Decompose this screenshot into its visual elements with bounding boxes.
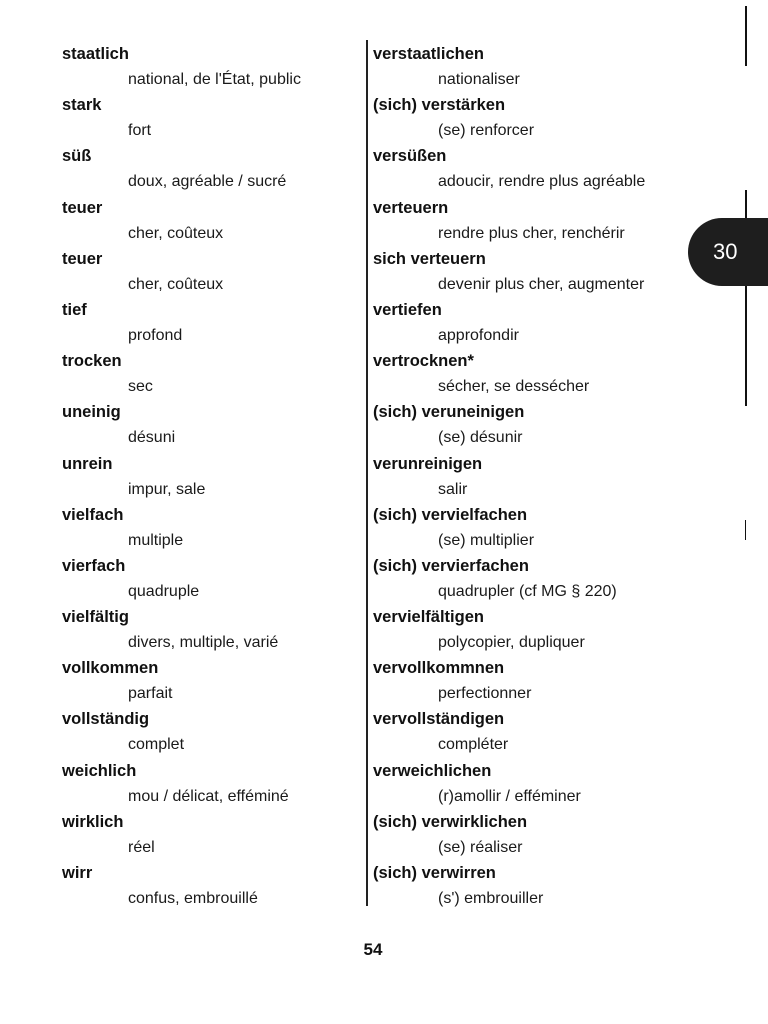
entry-term: staatlich <box>62 45 129 63</box>
entry <box>373 707 673 758</box>
entry <box>62 144 362 195</box>
entry <box>62 759 362 810</box>
entry-translation: cher, coûteux <box>128 224 224 242</box>
entry-term: vollständig <box>62 710 150 729</box>
entry <box>62 298 362 349</box>
entry <box>373 861 673 912</box>
entry-translation: complet <box>128 736 185 754</box>
entry-translation: réel <box>128 838 155 856</box>
entry <box>62 707 362 758</box>
entry-translation: national, de l'État, public <box>128 71 301 88</box>
entry-term: (sich) vervielfachen <box>373 505 528 524</box>
entry-translation: quadruple <box>128 582 200 600</box>
entry-translation: (se) renforcer <box>438 122 535 140</box>
entry-translation: (se) multiplier <box>438 531 535 549</box>
entry-term: vielfältig <box>62 608 129 627</box>
entry-translation: doux, agréable / sucré <box>128 173 287 191</box>
entry-term: verteuern <box>373 198 449 217</box>
entry-translation: devenir plus cher, augmenter <box>438 275 645 293</box>
entry-term: vollkommen <box>62 659 159 678</box>
entry-translation: sec <box>128 378 153 396</box>
entry-translation: compléter <box>438 736 509 754</box>
entry <box>62 196 362 247</box>
entry <box>373 144 673 195</box>
entry <box>373 810 673 861</box>
entry-translation: quadrupler (cf MG § 220) <box>438 582 617 600</box>
chapter-tab: 30 <box>688 218 768 286</box>
entry-term: trocken <box>62 352 122 371</box>
entry <box>62 656 362 707</box>
entry-translation: adoucir, rendre plus agréable <box>438 173 646 191</box>
entry <box>62 503 362 554</box>
entry-term: (sich) verwirren <box>373 864 496 882</box>
entry <box>373 656 673 707</box>
entry-term: süß <box>62 147 92 166</box>
entry-term: versüßen <box>373 147 447 166</box>
entry <box>62 400 362 451</box>
entry-term: sich verteuern <box>373 249 486 268</box>
entry-term: verunreinigen <box>373 454 483 473</box>
entry-translation: divers, multiple, varié <box>128 634 279 652</box>
entry-term: (sich) verstärken <box>373 96 506 115</box>
entry <box>373 452 673 503</box>
entry-translation: profond <box>128 326 183 344</box>
entry-term: verstaatlichen <box>373 45 484 63</box>
entry <box>62 554 362 605</box>
entry-term: unrein <box>62 454 113 473</box>
entry-translation: multiple <box>128 531 184 549</box>
entry-translation: confus, embrouillé <box>128 890 258 907</box>
entry-term: weichlich <box>62 761 137 780</box>
entry-term: tief <box>62 300 87 319</box>
entry-translation: salir <box>438 480 468 498</box>
entry-translation: mou / délicat, efféminé <box>128 787 289 805</box>
entry-term: vielfach <box>62 505 124 524</box>
entry <box>62 861 362 912</box>
entry <box>62 247 362 298</box>
entry-term: teuer <box>62 198 103 217</box>
entry <box>373 400 673 451</box>
entry-translation: rendre plus cher, renchérir <box>438 224 625 242</box>
entry-term: (sich) veruneinigen <box>373 403 525 422</box>
entry <box>373 298 673 349</box>
entry-term: vervielfältigen <box>373 608 484 627</box>
entry <box>373 759 673 810</box>
entry-translation: (se) réaliser <box>438 838 523 856</box>
entry-term: vertiefen <box>373 300 442 319</box>
entry <box>373 196 673 247</box>
entry-translation: perfectionner <box>438 685 532 703</box>
entry <box>373 93 673 144</box>
entry <box>62 42 362 93</box>
entry-translation: (r)amollir / efféminer <box>438 787 581 805</box>
entry <box>62 605 362 656</box>
column-divider <box>366 40 368 906</box>
entry-term: wirr <box>62 864 93 882</box>
page-edge-line <box>745 286 747 406</box>
page-number: 54 <box>363 940 383 959</box>
entry-translation: impur, sale <box>128 480 206 498</box>
page-edge-line <box>745 520 746 540</box>
entry <box>373 42 673 93</box>
entry <box>373 503 673 554</box>
entry-translation: fort <box>128 122 152 140</box>
entry-term: vervollständigen <box>373 710 505 729</box>
entry-translation: sécher, se dessécher <box>438 378 590 396</box>
entry-term: teuer <box>62 249 103 268</box>
entry-translation: désuni <box>128 429 176 447</box>
entry <box>62 93 362 144</box>
entry-term: vervollkommnen <box>373 659 505 678</box>
entry <box>373 349 673 400</box>
entry-translation: (se) désunir <box>438 429 523 447</box>
entry-term: verweichlichen <box>373 761 492 780</box>
entry <box>373 605 673 656</box>
left-column <box>62 42 362 912</box>
entry-translation: nationaliser <box>438 71 520 88</box>
right-column <box>373 42 673 912</box>
entry <box>62 452 362 503</box>
entry-term: wirklich <box>62 812 124 831</box>
entry-translation: approfondir <box>438 326 519 344</box>
entry-term: (sich) vervierfachen <box>373 556 529 575</box>
entry-term: vierfach <box>62 556 126 575</box>
entry-term: (sich) verwirklichen <box>373 812 528 831</box>
entry <box>373 554 673 605</box>
entry-translation: cher, coûteux <box>128 275 224 293</box>
entry-translation: (s') embrouiller <box>438 890 544 907</box>
page-edge-line <box>745 6 747 66</box>
entry-term: uneinig <box>62 403 121 422</box>
entry-translation: polycopier, dupliquer <box>438 634 585 652</box>
entry-term: vertrocknen* <box>373 352 474 371</box>
entry <box>373 247 673 298</box>
entry <box>62 349 362 400</box>
entry <box>62 810 362 861</box>
entry-term: stark <box>62 96 102 115</box>
entry-translation: parfait <box>128 685 173 703</box>
